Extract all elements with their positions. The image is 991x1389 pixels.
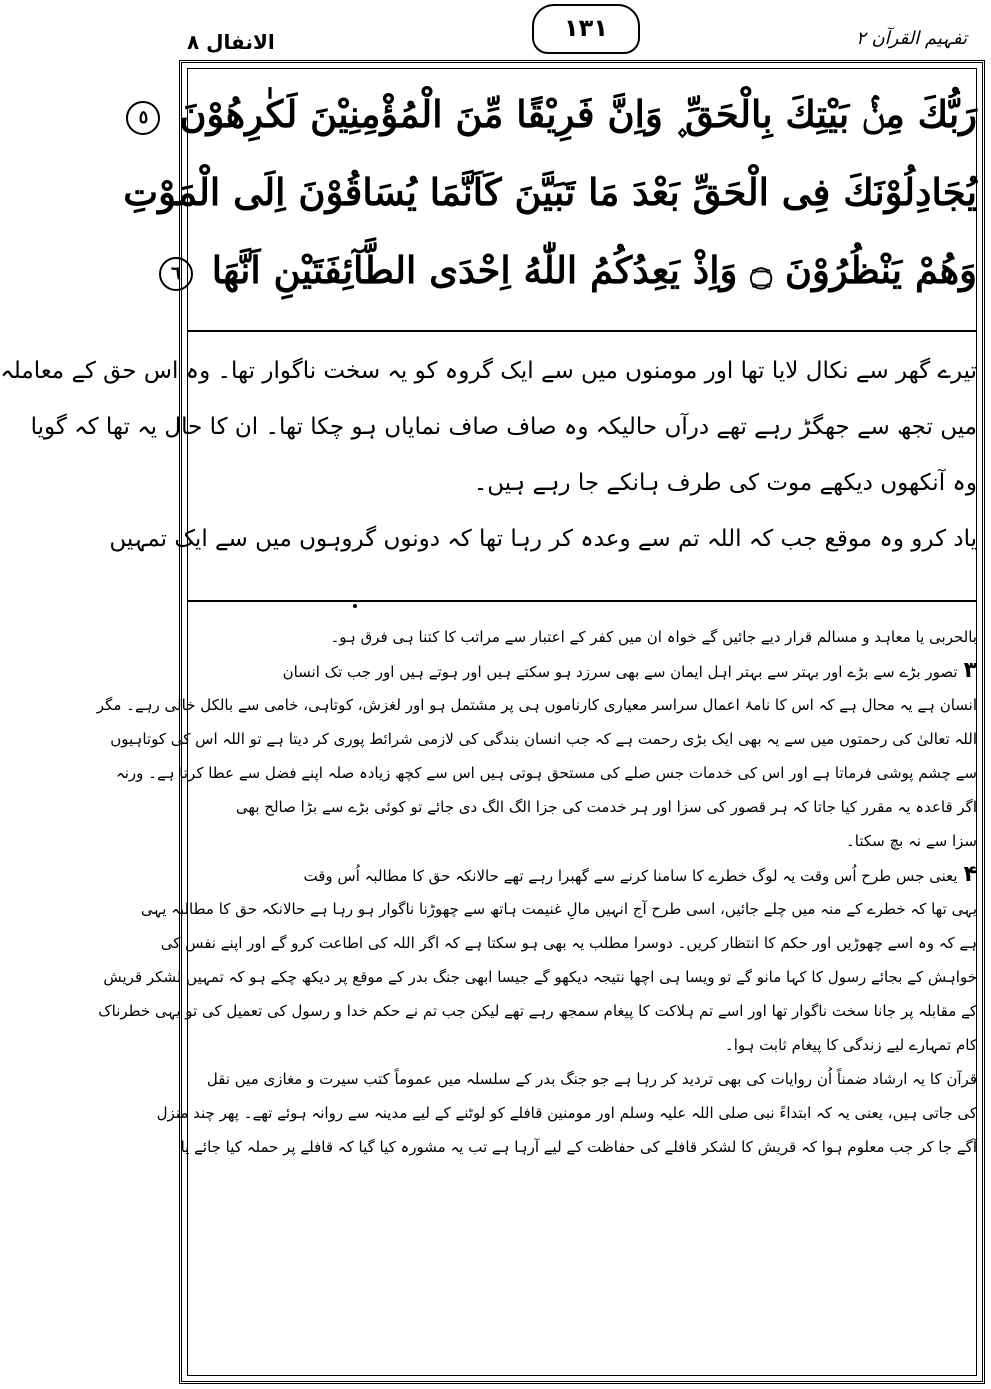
arabic-line-1 bbox=[138, 75, 977, 153]
note3-line-5: اگر قاعدہ یہ مقرر کیا جاتا کہ ہر قصور کی سزا اور ہر خدمت کی جزا الگ الگ دی جائے تو کوئی بڑے سے بڑا صالح بھی bbox=[235, 798, 977, 816]
translation-line-1: تیرے گھر سے نکال لایا تھا اور مومنوں میں سے ایک گروہ کو یہ سخت ناگوار تھا۔ وہ اس حق کے معاملہ bbox=[0, 358, 977, 384]
arabic-verse-block bbox=[123, 75, 977, 330]
note3-line-3: اللہ تعالیٰ کی رحمتوں میں سے یہ بھی ایک بڑی رحمت ہے کہ جب انسان بندگی کی لازمی شرائط پوری کر دیتا ہے تو اللہ اس کی کوتاہیوں bbox=[110, 730, 977, 748]
decorative-dot bbox=[353, 604, 357, 608]
arabic-line-3 bbox=[171, 231, 977, 309]
page-header bbox=[175, 0, 991, 58]
arabic-line-3-text: وَهُمْ يَنْظُرُوْنَ ۝ وَاِذْ يَعِدُكُمُ اللّٰهُ اِحْدَى الطَّآئِفَتَيْنِ اَنَّهَا bbox=[211, 248, 977, 292]
note4-line-6: کام تمہارے لیے زندگی کا پیغام ثابت ہوا۔ bbox=[724, 1036, 977, 1054]
note5-line-2: کی جاتی ہیں، یعنی یہ کہ ابتداءً نبی صلی اللہ علیہ وسلم اور مومنین قافلے کو لوٹنے کے لیے مدینہ سے روانہ ہوئے تھے۔ پھر چند منزل bbox=[156, 1104, 977, 1122]
footnotes-block bbox=[96, 620, 977, 1164]
translation-block bbox=[0, 343, 977, 567]
arabic-line-1-text: رَبُّكَ مِنْۢ بَيْتِكَ بِالْحَقِّ ۪ وَاِنَّ فَرِيْقًا مِّنَ الْمُؤْمِنِيْنَ لَكٰرِهُوْنَ bbox=[179, 92, 977, 136]
translation-line-2: میں تجھ سے جھگڑ رہے تھے درآں حالیکہ وہ صاف صاف نمایاں ہو چکا تھا۔ ان کا حال یہ تھا کہ گویا bbox=[30, 414, 977, 440]
divider-arabic bbox=[187, 330, 977, 332]
note4-line-5: کے مقابلہ پر جانا سخت ناگوار تھا اور اسے تم ہلاکت کا پیغام سمجھ رہے تھے لیکن جب تم نے حکم خدا و رسول کی تعمیل کی تو یہی خطرناک bbox=[98, 1002, 977, 1020]
note4-line-3: ہے کہ وہ اسے چھوڑیں اور حکم کا انتظار کریں۔ دوسرا مطلب یہ بھی ہو سکتا ہے کہ اگر اللہ کی اطاعت کرو گے اور اپنے نفس کی bbox=[160, 934, 977, 952]
arabic-line-2: يُجَادِلُوْنَكَ فِى الْحَقِّ بَعْدَ مَا تَبَيَّنَ كَاَنَّمَا يُسَاقُوْنَ اِلَى الْمَوْتِ bbox=[123, 170, 977, 214]
note4-line-1-text: یعنی جس طرح اُس وقت یہ لوگ خطرے کا سامنا کرنے سے گھبرا رہے تھے حالانکہ حق کا مطالبہ اُس وقت bbox=[303, 867, 958, 885]
translation-line-4: یاد کرو وہ موقع جب کہ اللہ تم سے وعدہ کر رہا تھا کہ دونوں گروہوں میں سے ایک تمہیں bbox=[109, 526, 977, 552]
ayah-marker-6: ٦ bbox=[159, 257, 193, 291]
note4-line-4: خواہش کے بجائے رسول کا کہا مانو گے تو ویسا ہی اچھا نتیجہ دیکھو گے جیسا ابھی جنگ بدر کے موقع پر دیکھ چکے ہو کہ تمہیں لشکر قریش bbox=[103, 968, 977, 986]
note3-line-1 bbox=[191, 654, 977, 688]
book-title: تفہیم القرآن ۲ bbox=[856, 28, 967, 49]
note5-line-1: قرآن کا یہ ارشاد ضمناً اُن روایات کی بھی تردید کر رہا ہے جو جنگ بدر کے سلسلہ میں عموماً کتب سیرت و مغازی میں نقل bbox=[206, 1070, 977, 1088]
ayah-marker-5: ٥ bbox=[126, 101, 160, 135]
note3-line-2: انسان ہے یہ محال ہے کہ اس کا نامۂ اعمال سراسر معیاری کارناموں ہی پر مشتمل ہو اور لغزش، کوتاہی، خامی سے بالکل خالی رہے۔ مگر bbox=[96, 696, 977, 714]
page-number-box bbox=[532, 4, 640, 54]
note-number-4: ۴ bbox=[963, 862, 977, 887]
note4-line-1 bbox=[191, 858, 977, 892]
note4-line-2: یہی تھا کہ خطرے کے منہ میں چلے جائیں، اسی طرح آج انہیں مالِ غنیمت ہاتھ سے چھوڑنا ناگوار ہو رہا ہے حالانکہ حق کا مطالبہ یہی bbox=[140, 900, 977, 918]
note3-line-1-text: تصور بڑے سے بڑے اور بہتر سے بہتر اہل ایمان سے بھی سرزد ہو سکتے ہیں اور ہوتے ہیں اور جب تک انسان bbox=[282, 663, 958, 681]
divider-translation bbox=[187, 600, 977, 602]
surah-label: الانفال ٨ bbox=[187, 30, 275, 54]
note-number-3: ۳ bbox=[963, 658, 977, 683]
note3-line-6: سزا سے نہ بچ سکتا۔ bbox=[845, 832, 977, 850]
footnote-intro: بالحربی یا معاہد و مسالم قرار دیے جائیں گے خواہ ان میں کفر کے اعتبار سے مراتب کا کتنا ہی فرق ہو۔ bbox=[330, 628, 977, 646]
translation-line-3: وہ آنکھوں دیکھے موت کی طرف ہانکے جا رہے ہیں۔ bbox=[473, 470, 977, 496]
note5-line-3: آگے جا کر جب معلوم ہوا کہ قریش کا لشکر قافلے کی حفاظت کے لیے آرہا ہے تب یہ مشورہ کیا گیا کہ قافلے پر حملہ کیا جائے یا bbox=[180, 1138, 977, 1156]
page-number: ١٣١ bbox=[564, 14, 608, 42]
note3-line-4: سے چشم پوشی فرماتا ہے اور اس کی خدمات جس صلے کی مستحق ہوتی ہیں اس سے کچھ زیادہ صلہ اپنے فضل سے عطا کرتا ہے۔ ورنہ bbox=[115, 764, 977, 782]
